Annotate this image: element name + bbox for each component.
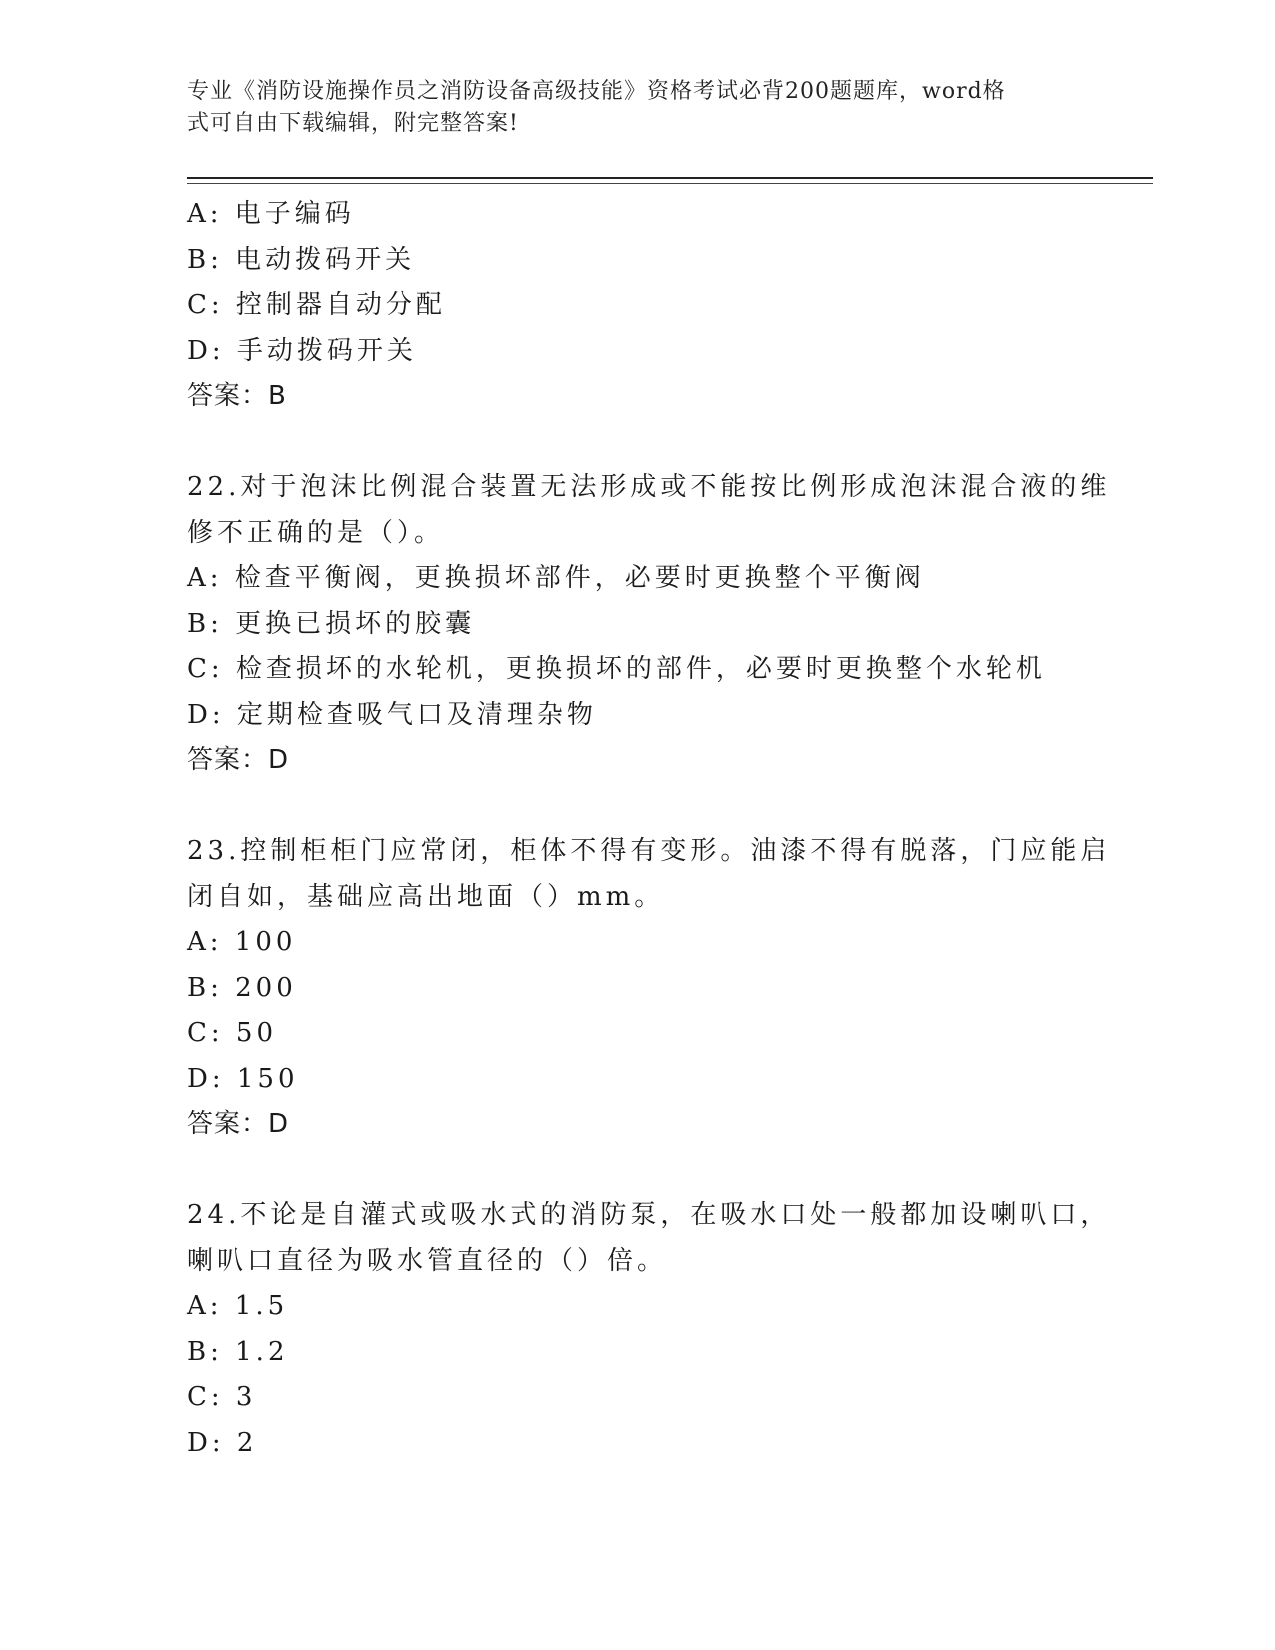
header-line-2: 式可自由下载编辑，附完整答案! [187, 111, 519, 136]
option-a: A: 1.5 [187, 1291, 289, 1321]
question-stem-line-2: 修不正确的是（）。 [187, 517, 445, 548]
question-24-block [187, 1193, 1111, 1466]
spacer [187, 420, 1087, 466]
answer-line: 答案：D [187, 745, 290, 775]
option-b: B: 200 [187, 972, 297, 1003]
question-stem-line-1: 22.对于泡沫比例混合装置无法形成或不能按比例形成泡沫混合液的维 [187, 472, 1111, 502]
question-stem-line-2: 喇叭口直径为吸水管直径的（）倍。 [187, 1245, 668, 1276]
option-a: A: 检查平衡阀，更换损坏部件，必要时更换整个平衡阀 [187, 563, 925, 593]
answer-line: 答案：D [187, 1109, 290, 1139]
header-line-1: 专业《消防设施操作员之消防设备高级技能》资格考试必背200题题库，word格 [187, 79, 1006, 104]
question-23-block [187, 829, 1111, 1148]
option-a: A: 100 [187, 927, 297, 957]
question-stem-line-1: 23.控制柜柜门应常闭，柜体不得有变形。油漆不得有脱落，门应能启 [187, 836, 1111, 866]
question-21-block [187, 192, 1087, 420]
option-b: B: 1.2 [187, 1336, 289, 1367]
header-divider-thin [187, 183, 1153, 184]
option-a: A: 电子编码 [187, 199, 355, 229]
question-list [187, 192, 1111, 1466]
spacer [187, 784, 1087, 830]
option-d: D: 定期检查吸气口及清理杂物 [187, 699, 597, 730]
question-stem-line-1: 24.不论是自灌式或吸水式的消防泵，在吸水口处一般都加设喇叭口， [187, 1200, 1111, 1230]
question-22-block [187, 465, 1111, 784]
option-d: D: 150 [187, 1063, 299, 1094]
option-b: B: 电动拨码开关 [187, 244, 416, 275]
option-c: C: 检查损坏的水轮机，更换损坏的部件，必要时更换整个水轮机 [187, 654, 1046, 684]
option-b: B: 更换已损坏的胶囊 [187, 608, 476, 639]
question-stem-line-2: 闭自如，基础应高出地面（）mm。 [187, 881, 665, 912]
option-c: C: 控制器自动分配 [187, 290, 446, 320]
option-d: D: 2 [187, 1427, 258, 1458]
spacer [187, 1148, 1087, 1194]
option-d: D: 手动拨码开关 [187, 335, 417, 366]
header-divider-thick [187, 177, 1153, 179]
option-c: C: 3 [187, 1382, 257, 1412]
answer-line: 答案：B [187, 381, 287, 411]
document-header [187, 76, 1067, 140]
option-c: C: 50 [187, 1018, 278, 1048]
